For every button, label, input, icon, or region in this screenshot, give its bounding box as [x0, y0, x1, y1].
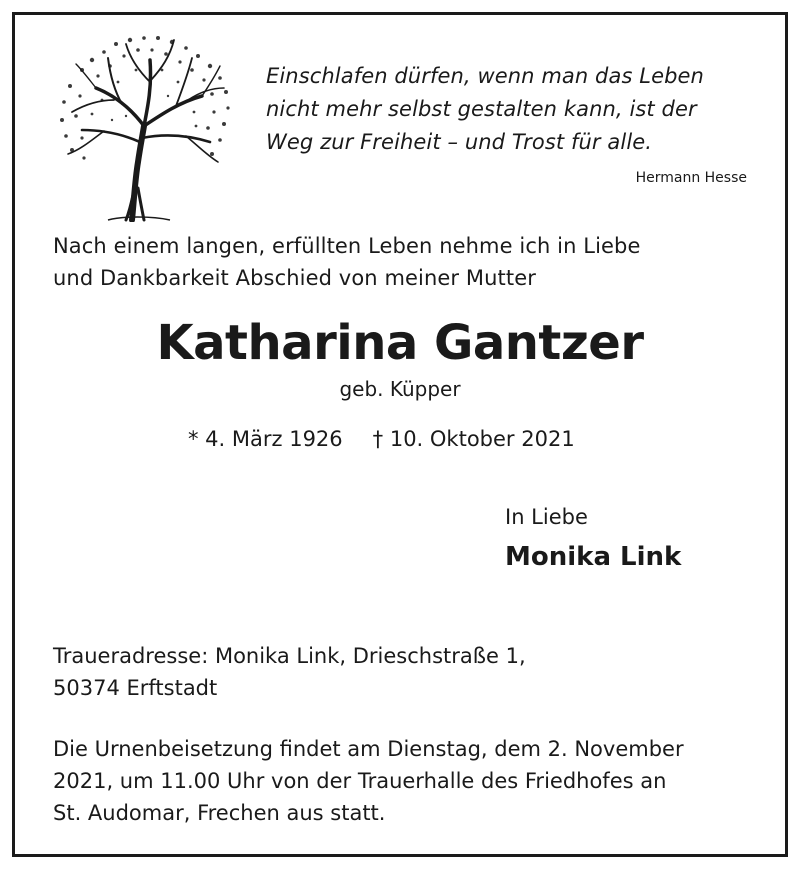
- intro-line: und Dankbarkeit Abschied von meiner Mutter: [53, 266, 536, 290]
- address-line: 50374 Erftstadt: [53, 676, 218, 700]
- life-dates: [188, 427, 575, 451]
- birth-date: * 4. März 1926: [188, 427, 343, 451]
- birth-name: geb. Küpper: [339, 377, 461, 401]
- quote-line: Einschlafen dürfen, wenn man das Leben: [266, 64, 704, 88]
- intro-text: [53, 230, 640, 294]
- mourning-address: [53, 640, 526, 704]
- signer-name: Monika Link: [505, 542, 682, 572]
- ceremony-line: Die Urnenbeisetzung findet am Dienstag, dem 2. November: [53, 737, 684, 761]
- death-date: † 10. Oktober 2021: [372, 427, 575, 451]
- quote: [266, 60, 766, 159]
- quote-line: Weg zur Freiheit – und Trost für alle.: [266, 130, 653, 154]
- quote-line: nicht mehr selbst gestalten kann, ist der: [266, 97, 697, 121]
- ceremony-line: 2021, um 11.00 Uhr von der Trauerhalle des Friedhofes an: [53, 769, 667, 793]
- signature-prefix: In Liebe: [505, 505, 588, 529]
- quote-author: Hermann Hesse: [635, 170, 747, 186]
- address-line: Traueradresse: Monika Link, Drieschstraße 1,: [53, 644, 526, 668]
- intro-line: Nach einem langen, erfüllten Leben nehme ich in Liebe: [53, 234, 641, 258]
- tree-icon: [52, 30, 234, 222]
- deceased-name: Katharina Gantzer: [156, 315, 644, 371]
- ceremony-line: St. Audomar, Frechen aus statt.: [53, 801, 386, 825]
- ceremony-notice: [53, 733, 684, 829]
